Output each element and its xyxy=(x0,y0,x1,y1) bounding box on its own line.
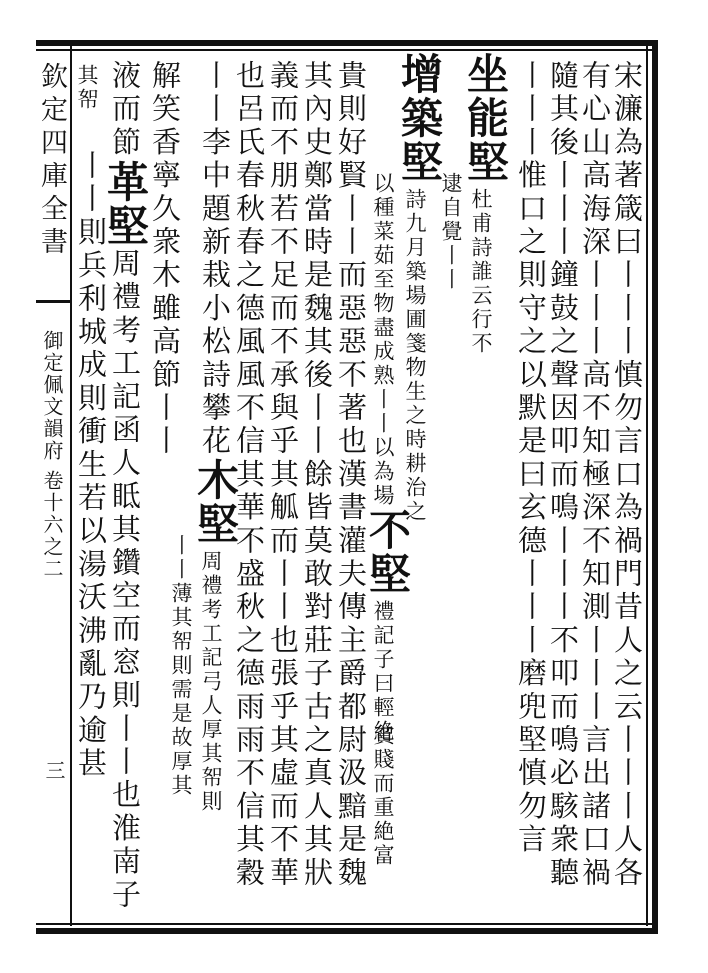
text-column xyxy=(76,60,97,112)
text-column xyxy=(74,150,108,781)
column-text: 貴則好賢丨丨而惡惡不著也漢書灌夫傳主爵都尉汲黯是魏 xyxy=(334,60,368,890)
column-text: 隨其後丨丨丨鐘鼓之聲因叩而鳴丨丨丨不叩而鳴必駭衆聽 xyxy=(546,60,580,890)
column-text: 解笑香寧久衆木雖高節丨丨 xyxy=(148,60,182,459)
text-column xyxy=(300,60,334,890)
annotation-text: 其帤 xyxy=(75,64,99,112)
column-text: 其內史鄭當時是魏其後丨丨餘皆莫敢對莊子古之真人其狀 xyxy=(300,60,334,890)
margin-divider-line xyxy=(70,46,72,926)
top-border-thin xyxy=(36,49,658,51)
text-column xyxy=(440,168,461,292)
column-text: 宋濂為著箴曰丨丨丨慎勿言口為禍門昔人之云丨丨丨人各 xyxy=(610,60,644,890)
headword: 革堅 xyxy=(101,159,150,248)
text-column xyxy=(148,60,182,459)
headword: 不堅 xyxy=(363,508,412,596)
text-column xyxy=(334,60,368,890)
text-column xyxy=(266,60,300,890)
annotation-text: 丨丨薄其帤則需是故厚其 xyxy=(169,534,193,798)
bottom-border-thick xyxy=(36,928,658,934)
text-column xyxy=(546,60,580,890)
text-column xyxy=(170,530,191,798)
headword: 木堅 xyxy=(191,458,240,547)
margin-fishtail-line xyxy=(36,300,70,303)
column-text: 丨丨丨惟口之則守之以默是曰玄德丨丨丨磨兜堅慎勿言 xyxy=(514,60,548,857)
text-column xyxy=(395,52,444,524)
annotation-text: 禮記子曰輕絶 xyxy=(371,600,395,744)
column-text: 丨丨李中題新栽小松詩攀花 xyxy=(198,60,232,459)
annotation-text: 逮自覺丨丨 xyxy=(439,172,463,292)
chapter-label: 卷十六之二 xyxy=(40,470,64,580)
text-column xyxy=(514,60,548,857)
annotation-text: 以種菜茹至物盡成熟丨丨以為場 xyxy=(371,172,395,508)
page-number: 三 xyxy=(42,760,66,782)
right-border-thin xyxy=(646,46,648,926)
annotation-text: 貧賤而重絶富 xyxy=(371,724,395,868)
headword: 增築堅 xyxy=(395,52,444,184)
column-text: 有心山高海深丨丨丨高不知極深不知測丨丨丨言出諸口禍 xyxy=(578,60,612,890)
book-subtitle: 御定佩文韻府 xyxy=(40,330,64,462)
bottom-border-thin xyxy=(36,923,658,925)
text-column xyxy=(610,60,644,890)
top-border-thick xyxy=(36,40,658,46)
column-text: 丨丨則兵利城成則衝生若以湯沃沸亂乃逾甚 xyxy=(74,150,108,781)
text-column xyxy=(372,720,393,868)
annotation-text: 詩九月築場圃箋物生之時耕治之 xyxy=(403,188,427,524)
text-column xyxy=(363,168,412,744)
book-title: 欽定四庫全書 xyxy=(36,62,67,260)
text-column xyxy=(101,60,150,912)
annotation-text: 周禮考工記弓人厚其帤則 xyxy=(199,550,223,815)
text-column xyxy=(461,52,510,356)
column-text: 周禮考工記函人眡其鑽空而窓則丨丨也淮南子 xyxy=(108,247,142,912)
column-text: 義而不朋若不足而不承與乎其觚而丨丨也張乎其虛而不華 xyxy=(266,60,300,890)
headword: 坐能堅 xyxy=(461,52,510,184)
right-border-thick xyxy=(652,40,658,934)
annotation-text: 杜甫詩誰云行不 xyxy=(469,188,493,356)
text-column xyxy=(578,60,612,890)
column-text: 液而節 xyxy=(108,60,142,160)
text-column xyxy=(191,60,240,815)
column-text: 也呂氏春秋春之德風風不信其華不盛秋之德雨雨不信其穀 xyxy=(232,60,266,890)
